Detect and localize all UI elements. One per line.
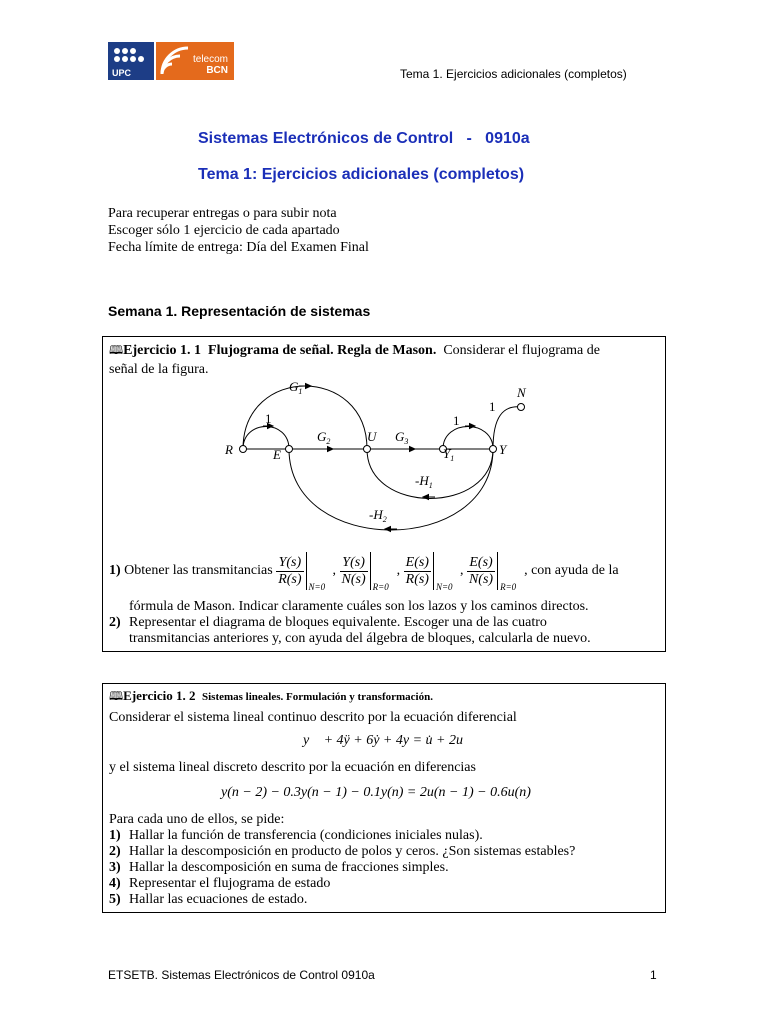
label-h1: $-H_1$ xyxy=(415,473,433,490)
node-n xyxy=(518,404,525,411)
branch-n-y xyxy=(493,407,521,449)
branch-h2 xyxy=(289,449,493,530)
label-y1: $Y_1$ xyxy=(443,446,455,463)
label-one-n: 1 xyxy=(489,399,496,414)
item-1: 1) Obtener las transmitancias $\frac{Y(s)}{R(s)}$ N=0 , $\frac{Y(s)}{N(s)}$ R=0 , $\frac{E(s)}{R(s)}$ N=0 , $\frac{E(s)}{N(s)}$ R=0 , con ayuda de la xyxy=(109,552,661,590)
item-number: 1) xyxy=(109,563,121,579)
exercise-number: Ejercicio 1. 1 xyxy=(123,343,202,358)
item-text: Obtener las transmitancias xyxy=(124,563,273,579)
tf-y-n: $\frac{Y(s)}{N(s)}$ xyxy=(341,554,366,587)
label-n: N xyxy=(517,385,526,400)
node-u xyxy=(364,446,371,453)
label-g1: $G_1$ xyxy=(289,379,303,396)
course-title: Sistemas Electrónicos de Control - 0910a xyxy=(198,130,530,147)
label-one-left: 1 xyxy=(265,411,272,426)
intro-block xyxy=(108,205,369,256)
tf-y-r: $\frac{Y(s)}{R(s)}$ xyxy=(278,554,302,587)
item-text-tail: , con ayuda de la xyxy=(524,563,619,579)
upc-logo: UPC xyxy=(108,42,154,80)
label-g3: $G_3$ xyxy=(395,429,409,446)
branch-y1-y xyxy=(443,427,493,450)
item-2: 2) Representar el diagrama de bloques equivalente. Escoger una de las cuatro xyxy=(109,615,547,630)
ex2-items xyxy=(109,828,661,908)
exercise-title: Flujograma de señal. Regla de Mason. xyxy=(208,343,437,358)
tf-e-r: $\frac{E(s)}{R(s)}$ xyxy=(405,554,429,587)
list-item: 5) Hallar las ecuaciones de estado. xyxy=(109,892,308,907)
branch-g1 xyxy=(243,386,367,449)
signal-flow-graph xyxy=(103,337,665,547)
exercise-1-2-header xyxy=(109,687,433,708)
label-r: R xyxy=(225,442,233,457)
ex2-eq1: y⃛ + 4ÿ + 6ẏ + 4y = u̇ + 2u xyxy=(303,733,463,748)
label-one-right: 1 xyxy=(453,413,460,428)
footer-text: ETSETB. Sistemas Electrónicos de Control 0910a xyxy=(108,968,375,982)
label-e: E xyxy=(273,447,281,462)
list-item: 3) Hallar la descomposición en suma de fracciones simples. xyxy=(109,860,449,875)
intro-line: Escoger sólo 1 ejercicio de cada apartado xyxy=(108,223,340,238)
node-e xyxy=(286,446,293,453)
exercise-intro-cont: señal de la figura. xyxy=(109,362,209,377)
ex2-line2: y el sistema lineal discreto descrito por la ecuación en diferencias xyxy=(109,760,476,775)
label-g2: $G_2$ xyxy=(317,429,331,446)
exercise-number: Ejercicio 1. 2 xyxy=(123,688,196,703)
header-note: Tema 1. Ejercicios adicionales (completos) xyxy=(400,67,627,81)
branch-h1 xyxy=(367,449,493,499)
list-item: 4) Representar el flujograma de estado xyxy=(109,876,331,891)
node-r xyxy=(240,446,247,453)
list-item: 2) Hallar la descomposición en producto de polos y ceros. ¿Son sistemas estables? xyxy=(109,844,576,859)
ex2-eq2: y(n − 2) − 0.3y(n − 1) − 0.1y(n) = 2u(n − 1) − 0.6u(n) xyxy=(221,785,531,800)
exercise-1-1-box xyxy=(102,336,666,652)
book-icon: 🕮 xyxy=(109,343,124,357)
item-2-cont: transmitancias anteriores y, con ayuda del álgebra de bloques, calcularla de nuevo. xyxy=(129,631,591,646)
ex2-line1: Considerar el sistema lineal continuo descrito por la ecuación diferencial xyxy=(109,710,517,725)
item-1-cont: fórmula de Mason. Indicar claramente cuáles son los lazos y los caminos directos. xyxy=(129,599,589,614)
exercise-1-2-box xyxy=(102,683,666,913)
intro-line: Para recuperar entregas o para subir nota xyxy=(108,206,337,221)
branch-r-e xyxy=(243,427,289,450)
label-u: U xyxy=(367,429,377,444)
page-number: 1 xyxy=(650,968,657,982)
signal-waves-icon xyxy=(158,44,194,78)
topic-title: Tema 1: Ejercicios adicionales (completos) xyxy=(198,166,525,183)
label-h2: $-H_2$ xyxy=(369,507,387,524)
tf-e-n: $\frac{E(s)}{N(s)}$ xyxy=(468,554,494,587)
label-y: Y xyxy=(499,442,507,457)
telecom-bcn-logo: telecom BCN xyxy=(156,42,234,80)
node-y xyxy=(490,446,497,453)
week-heading: Semana 1. Representación de sistemas xyxy=(108,303,371,319)
intro-line: Fecha límite de entrega: Día del Examen Final xyxy=(108,240,369,255)
book-icon: 🕮 xyxy=(109,689,124,703)
exercise-title: Sistemas lineales. Formulación y transformación. xyxy=(201,691,433,703)
exercise-intro: Considerar el flujograma de xyxy=(443,343,600,358)
list-item: 1) Hallar la función de transferencia (condiciones iniciales nulas). xyxy=(109,828,483,843)
ex2-line3: Para cada uno de ellos, se pide: xyxy=(109,812,285,827)
